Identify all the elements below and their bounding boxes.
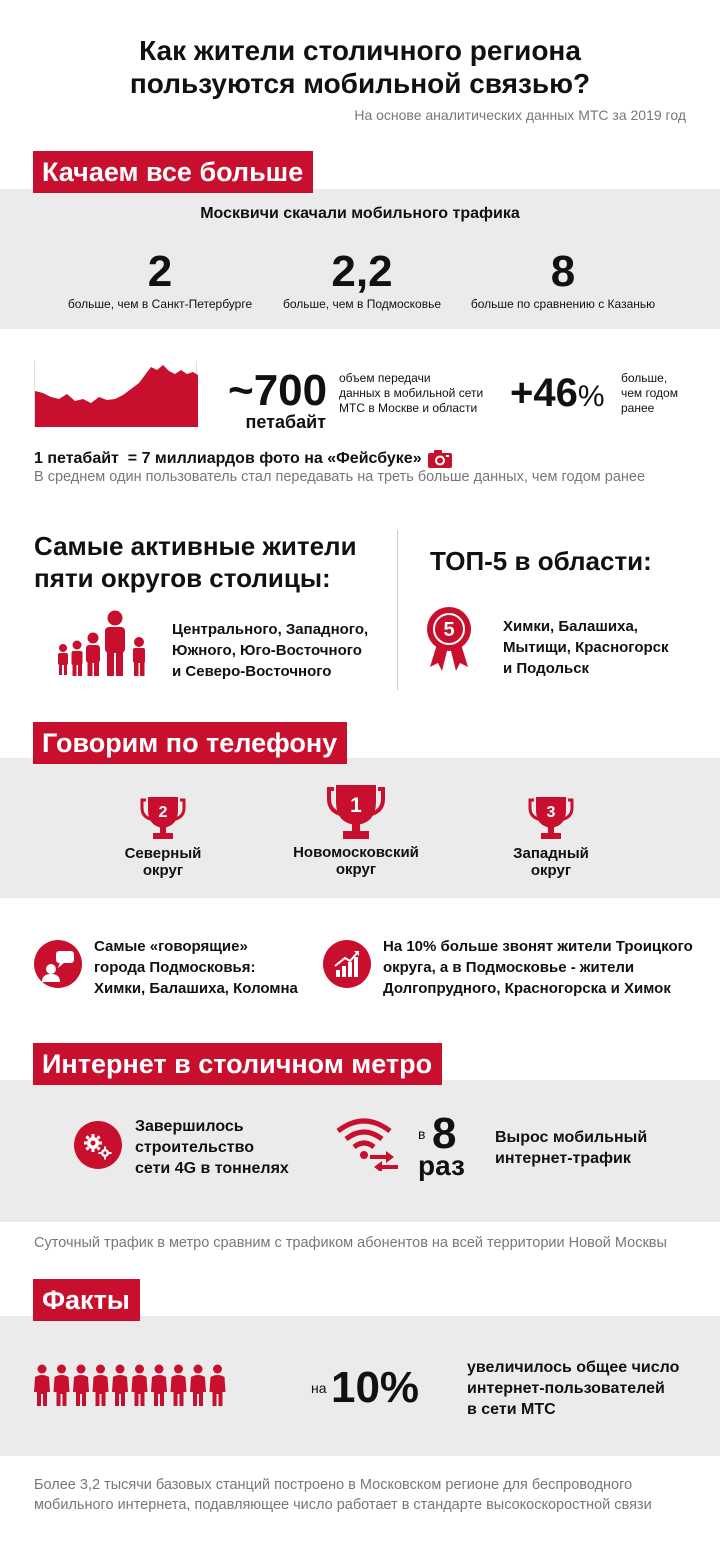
more-calls-line-1: На 10% больше звонят жители Троицкого [383, 938, 693, 955]
section-title-metro: Интернет в столичном метро [33, 1043, 442, 1085]
users-growth-line-1: увеличилось общее число [467, 1359, 680, 1376]
ribbon-medal-icon [426, 605, 472, 671]
metro-traffic-growth-line-1: Вырос мобильный [495, 1129, 648, 1146]
growth-block [510, 372, 605, 418]
more-calls [383, 936, 693, 999]
person-icon [190, 1365, 206, 1407]
metro-4g-built-line-3: сети 4G в тоннелях [135, 1160, 289, 1177]
person-icon [132, 1365, 148, 1407]
stat-spb-value: 2 [147, 247, 173, 296]
growth-desc-line-3: ранее [621, 401, 655, 415]
download-lead: Москвичи скачали мобильного трафика [200, 205, 520, 222]
podium-second-line-2: округ [142, 862, 184, 879]
stat-mo-label: больше, чем в Подмосковье [282, 297, 442, 311]
top5-list-line-2: Мытищи, Красногорск [503, 639, 669, 656]
podium-second [88, 796, 238, 879]
stat-spb [60, 247, 260, 312]
trophy-1-icon [326, 784, 386, 840]
section-title-download: Качаем все больше [33, 151, 313, 193]
growth-desc [621, 371, 701, 416]
metro-traffic-growth-line-2: интернет-трафик [495, 1150, 631, 1167]
stations-note-line-2: мобильного интернета, подавляющее число работает в стандарте высокоскоростной связи [34, 1497, 652, 1513]
top5-list-line-3: и Подольск [503, 660, 590, 677]
speech-bubble-icon [34, 940, 82, 988]
metro-4g-built-line-1: Завершилось [135, 1118, 244, 1135]
volume-desc-line-3: МТС в Москве и области [339, 401, 478, 415]
active-title [34, 530, 357, 594]
person-icon [151, 1365, 167, 1407]
page-title [0, 34, 720, 100]
metro-4g-built [135, 1116, 289, 1179]
metro-times [418, 1109, 478, 1182]
petabyte-fact-text: 1 петабайт = 7 миллиардов фото на «Фейсбуке» [34, 450, 422, 467]
people-row [34, 1364, 230, 1408]
family-icon [55, 610, 151, 676]
metro-times-prefix: в [418, 1126, 426, 1142]
stat-kazan-label: больше по сравнению с Казанью [470, 297, 656, 311]
active-list [172, 619, 368, 682]
traffic-area-graphic [34, 361, 197, 427]
growth-desc-line-2: чем годом [621, 386, 678, 400]
districts-divider [397, 530, 398, 690]
metro-traffic-growth [495, 1127, 647, 1169]
users-pct [311, 1363, 420, 1412]
stat-mo [262, 247, 462, 312]
gears-icon [74, 1121, 122, 1169]
person-icon [34, 1365, 50, 1407]
metro-4g-built-line-2: строительство [135, 1139, 254, 1156]
podium-second-line-1: Северный [124, 845, 202, 862]
volume-block [228, 366, 328, 432]
wifi-transfer-icon [336, 1117, 400, 1171]
growth-percent: % [577, 380, 605, 413]
talk-cities-line-2: города Подмосковья: [94, 959, 256, 976]
volume-desc-line-2: данных в мобильной сети [339, 386, 484, 400]
stations-note [34, 1475, 652, 1515]
talk-cities [94, 936, 298, 999]
more-calls-line-2: округа, а в Подмосковье - жители [383, 959, 635, 976]
metro-note: Суточный трафик в метро сравним с трафиком абонентов на всей территории Новой Москвы [34, 1235, 667, 1251]
person-icon [210, 1365, 226, 1407]
person-icon [54, 1365, 70, 1407]
page-title-line-2: пользуются мобильной связью? [129, 68, 591, 99]
trophy-1-rank: 1 [350, 794, 362, 817]
volume-desc [339, 371, 489, 416]
metro-times-unit: раз [418, 1150, 465, 1181]
stat-mo-value: 2,2 [331, 247, 393, 296]
top5-title: ТОП-5 в области: [430, 546, 652, 576]
podium-first [281, 784, 431, 878]
talk-cities-line-3: Химки, Балашиха, Коломна [94, 980, 298, 997]
podium-first-line-2: округ [335, 861, 377, 878]
active-list-line-3: и Северо-Восточного [172, 663, 332, 680]
trophy-3-rank: 3 [546, 804, 556, 821]
camera-icon [427, 449, 453, 469]
active-title-line-2: пяти округов столицы: [34, 563, 331, 593]
stations-note-line-1: Более 3,2 тысячи базовых станций построено в Московском регионе для беспроводного [34, 1477, 633, 1493]
podium-third [476, 796, 626, 879]
talk-cities-line-1: Самые «говорящие» [94, 938, 248, 955]
active-title-line-1: Самые активные жители [34, 531, 357, 561]
volume-value: ~700 [228, 366, 328, 415]
stat-kazan [463, 247, 663, 312]
users-pct-prefix: на [311, 1380, 327, 1396]
trophy-3-icon [528, 796, 574, 840]
growth-chart-icon [323, 940, 371, 988]
page-subtitle: На основе аналитических данных МТС за 2019 год [354, 107, 686, 123]
person-icon [112, 1365, 128, 1407]
more-calls-line-3: Долгопрудного, Красногорска и Химок [383, 980, 671, 997]
page-title-line-1: Как жители столичного региона [139, 35, 581, 66]
top5-list-line-1: Химки, Балашиха, [503, 618, 638, 635]
trophy-2-icon [140, 796, 186, 840]
top5-list [503, 616, 669, 679]
users-growth-line-3: в сети МТС [467, 1401, 556, 1418]
growth-value: +46 [510, 371, 578, 415]
trophy-2-rank: 2 [158, 804, 168, 821]
person-icon [73, 1365, 89, 1407]
growth-desc-line-1: больше, [621, 371, 668, 385]
stat-spb-label: больше, чем в Санкт-Петербурге [67, 297, 253, 311]
volume-unit: петабайт [245, 412, 326, 432]
podium-third-line-1: Западный [513, 845, 589, 862]
petabyte-fact [34, 449, 453, 469]
users-growth [467, 1357, 679, 1420]
podium-third-line-2: округ [530, 862, 572, 879]
volume-desc-line-1: объем передачи [339, 371, 431, 385]
people-row-graphic [34, 1364, 230, 1408]
active-list-line-1: Центрального, Западного, [172, 621, 369, 638]
section-title-calls: Говорим по телефону [33, 722, 347, 764]
users-growth-line-2: интернет-пользователей [467, 1380, 665, 1397]
section-title-facts: Факты [33, 1279, 140, 1321]
stat-kazan-value: 8 [550, 247, 576, 296]
top5-badge-number: 5 [443, 619, 455, 641]
active-list-line-2: Южного, Юго-Восточного [172, 642, 362, 659]
users-pct-value: 10% [330, 1363, 420, 1412]
metro-times-value: 8 [432, 1109, 457, 1158]
person-icon [171, 1365, 187, 1407]
person-icon [93, 1365, 109, 1407]
avg-user-note: В среднем один пользователь стал передавать на треть больше данных, чем годом ранее [34, 469, 646, 485]
podium-first-line-1: Новомосковский [293, 844, 419, 861]
